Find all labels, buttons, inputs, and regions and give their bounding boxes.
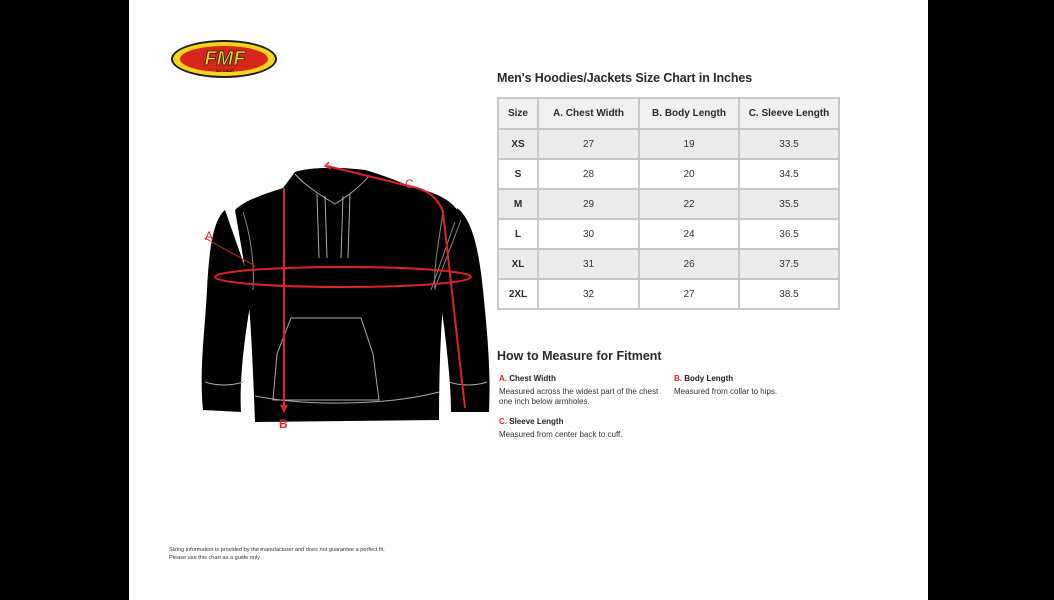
size-chart-title: Men's Hoodies/Jackets Size Chart in Inches — [497, 71, 753, 85]
measure-letter: C. — [499, 417, 507, 426]
label-c: C — [405, 177, 414, 191]
measure-desc: Measured from collar to hips. — [674, 386, 778, 396]
table-row — [498, 189, 839, 219]
logo-text: FMF — [204, 48, 246, 70]
cell-body: 19 — [639, 129, 739, 159]
header-body-length: B. Body Length — [639, 98, 739, 129]
header-chest-width: A. Chest Width — [538, 98, 639, 129]
measure-item-body-length — [674, 374, 824, 397]
label-b: B — [279, 417, 288, 431]
disclaimer-line-1: Sizing information is provided by the manufacturer and does not guarantee a perfect fit. — [169, 547, 385, 553]
svg-text:SO. CALIF.: SO. CALIF. — [216, 69, 234, 73]
cell-chest: 28 — [538, 159, 639, 189]
disclaimer-line-2: Please use this chart as a guide only — [169, 554, 261, 561]
table-row — [498, 279, 839, 309]
cell-size: S — [498, 159, 538, 189]
cell-sleeve: 36.5 — [739, 219, 839, 249]
measure-desc: Measured across the widest part of the chest one inch below armholes. — [499, 386, 659, 406]
cell-size: XL — [498, 249, 538, 279]
cell-chest: 29 — [538, 189, 639, 219]
cell-chest: 31 — [538, 249, 639, 279]
cell-sleeve: 33.5 — [739, 129, 839, 159]
cell-body: 26 — [639, 249, 739, 279]
cell-size: M — [498, 189, 538, 219]
cell-size: XS — [498, 129, 538, 159]
measure-name: Sleeve Length — [509, 417, 564, 426]
header-sleeve-length: C. Sleeve Length — [739, 98, 839, 129]
measure-item-chest-width — [499, 374, 669, 408]
fmf-logo — [169, 38, 279, 80]
cell-sleeve: 37.5 — [739, 249, 839, 279]
cell-size: L — [498, 219, 538, 249]
cell-body: 22 — [639, 189, 739, 219]
hoodie-diagram — [195, 160, 495, 440]
cell-size: 2XL — [498, 279, 538, 309]
header-size: Size — [498, 98, 538, 129]
cell-chest: 32 — [538, 279, 639, 309]
measure-item-sleeve-length — [499, 417, 669, 440]
cell-sleeve: 34.5 — [739, 159, 839, 189]
cell-chest: 27 — [538, 129, 639, 159]
cell-body: 24 — [639, 219, 739, 249]
size-table — [497, 97, 840, 310]
table-row — [498, 129, 839, 159]
cell-sleeve: 35.5 — [739, 189, 839, 219]
cell-body: 27 — [639, 279, 739, 309]
disclaimer — [169, 547, 385, 562]
measure-desc: Measured from center back to cuff. — [499, 429, 623, 439]
cell-sleeve: 38.5 — [739, 279, 839, 309]
table-header-row — [498, 98, 839, 129]
table-row — [498, 219, 839, 249]
table-row — [498, 159, 839, 189]
cell-body: 20 — [639, 159, 739, 189]
measure-name: Body Length — [684, 374, 734, 383]
measure-letter: B. — [674, 374, 682, 383]
label-a: A — [205, 229, 214, 243]
table-row — [498, 249, 839, 279]
cell-chest: 30 — [538, 219, 639, 249]
measure-title: How to Measure for Fitment — [497, 349, 662, 363]
hoodie-silhouette — [202, 168, 490, 422]
measure-name: Chest Width — [509, 374, 556, 383]
size-chart-page — [129, 0, 928, 600]
measure-letter: A. — [499, 374, 507, 383]
